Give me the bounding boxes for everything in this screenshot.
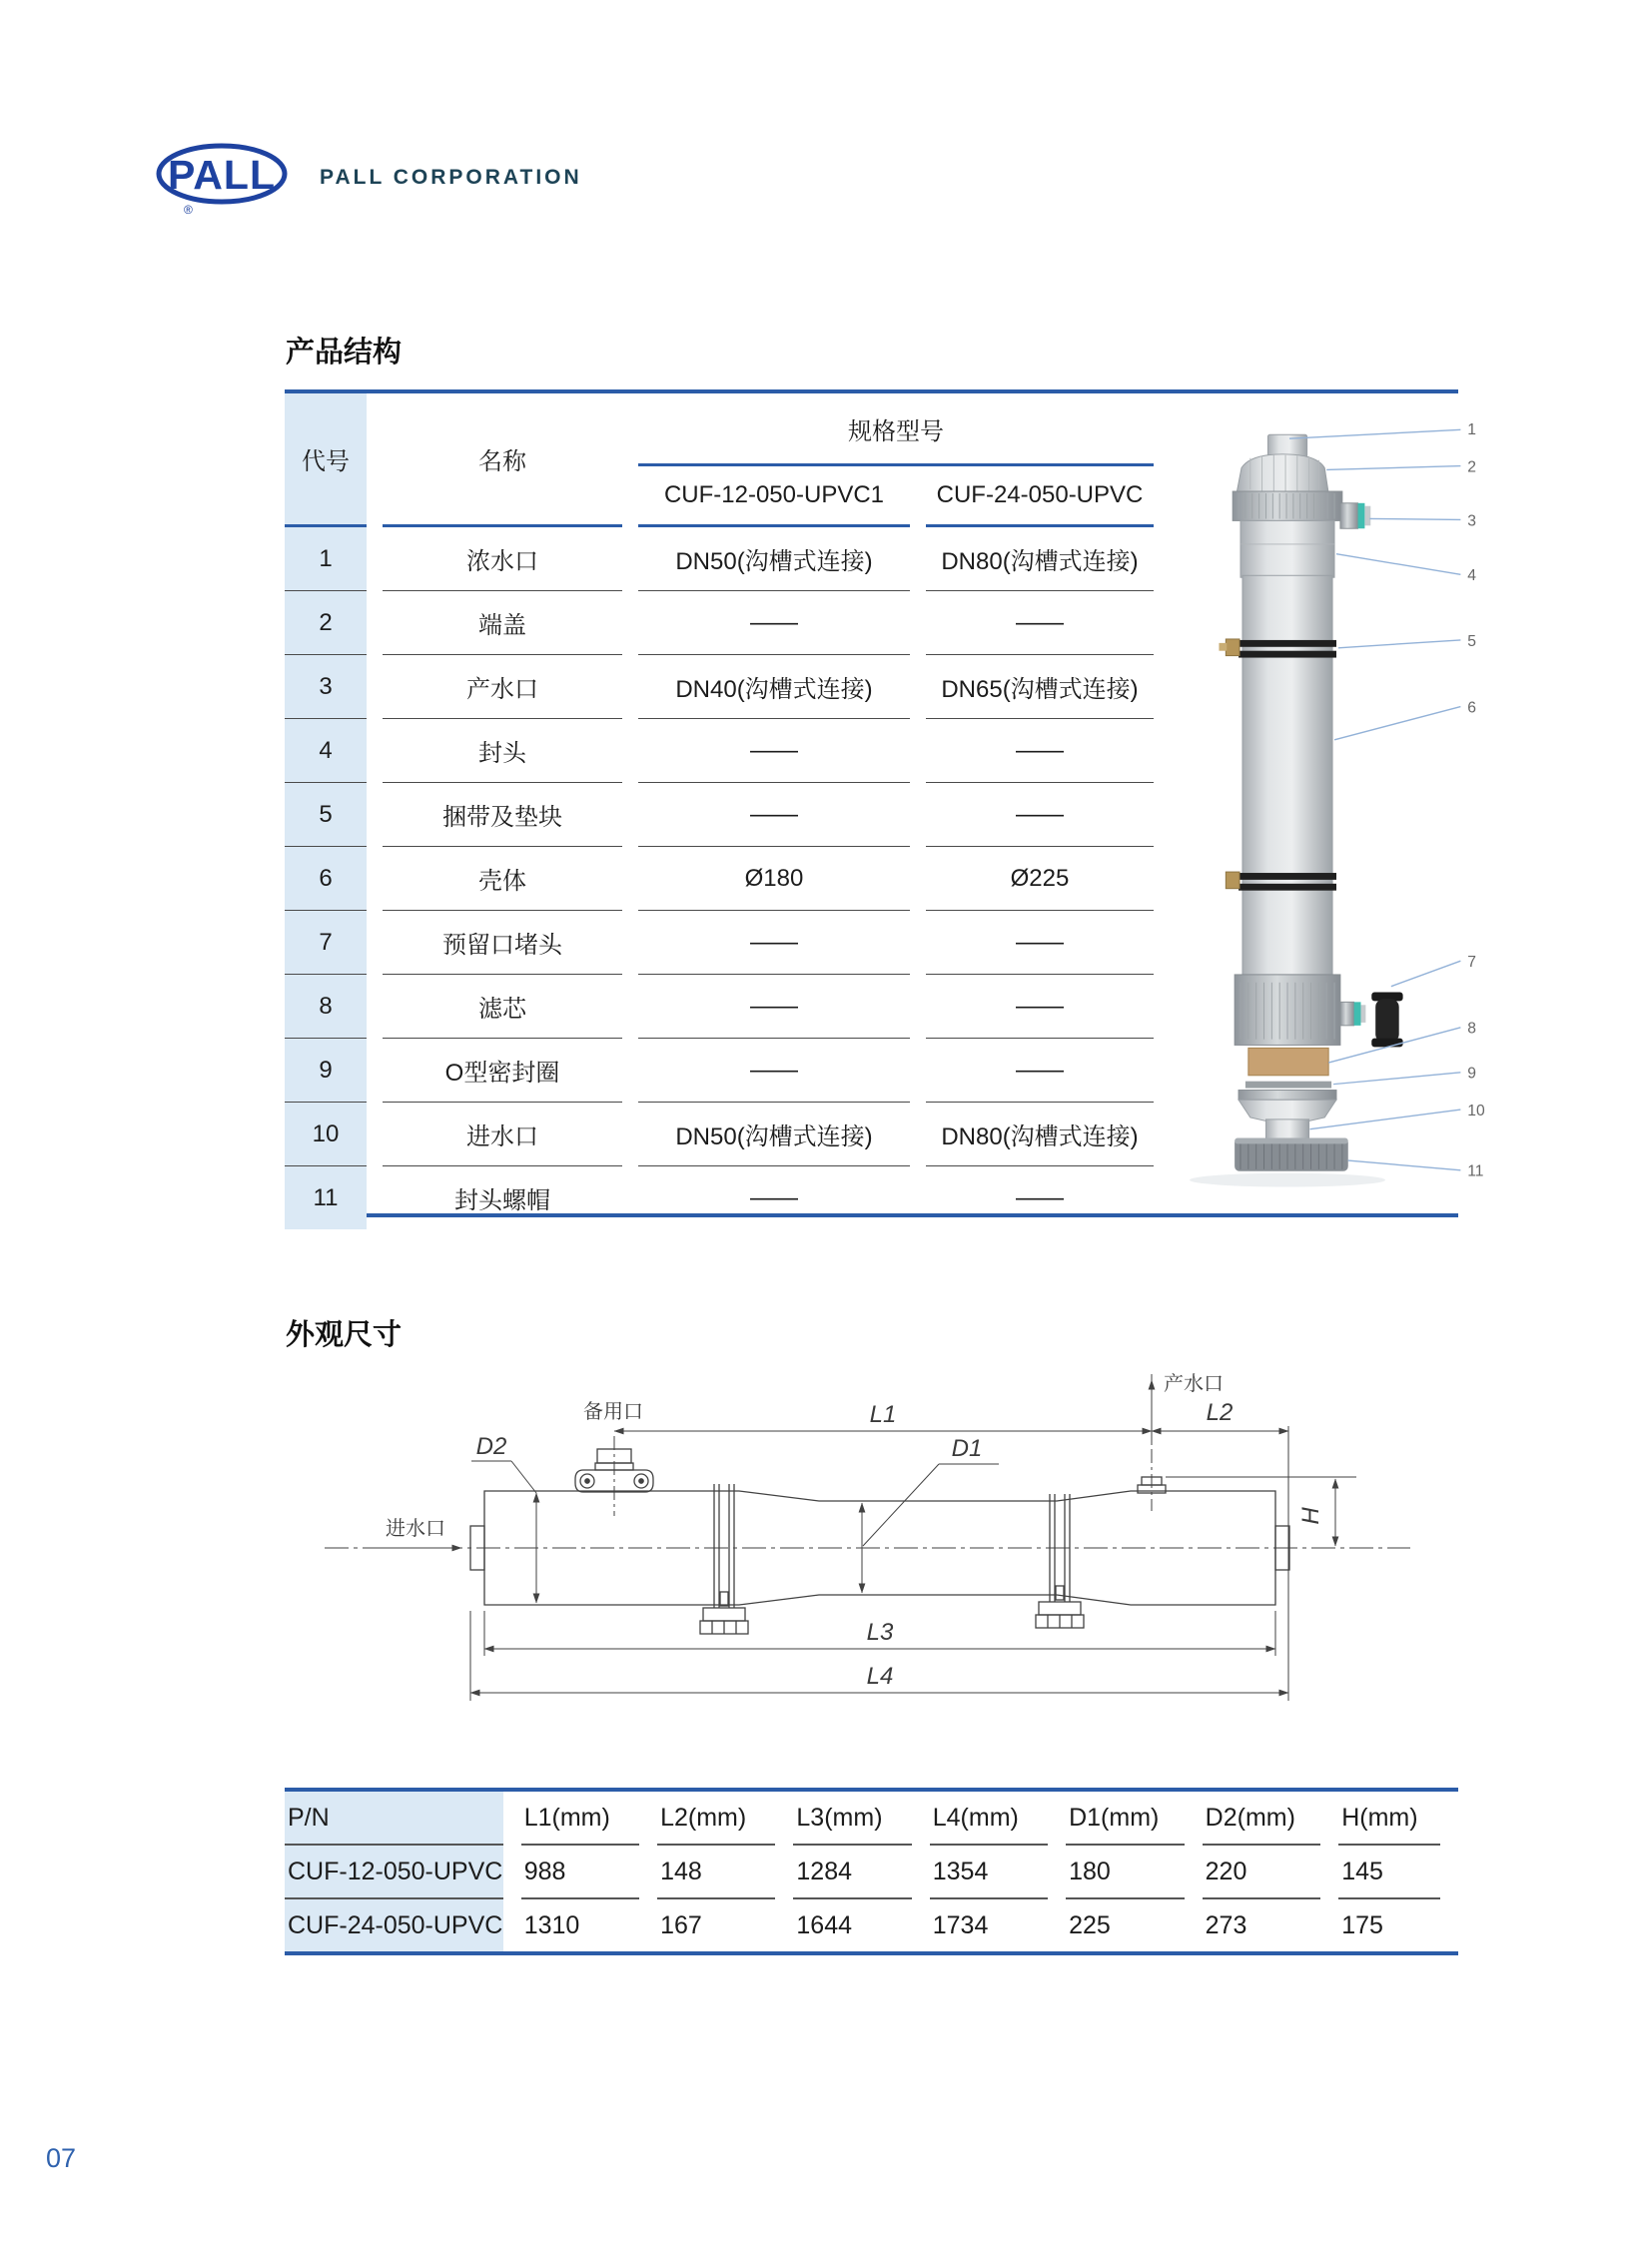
table-row: [285, 719, 1154, 783]
cell-m2: ——: [926, 975, 1154, 1039]
cell-m1: ——: [638, 783, 910, 847]
cell-name: 壳体: [383, 847, 622, 911]
cell-m2: ——: [926, 591, 1154, 655]
cell-m2: DN80(沟槽式连接): [926, 1103, 1154, 1166]
cell-code: 5: [285, 783, 367, 847]
cell-l4: 1734: [932, 1910, 989, 1939]
dim-D1: D1: [951, 1435, 983, 1462]
cell-name: 封头: [383, 719, 622, 783]
table-row: [285, 1846, 1440, 1899]
cell-name: 预留口堵头: [383, 911, 622, 975]
cell-m2: DN65(沟槽式连接): [926, 655, 1154, 719]
cell-name: 浓水口: [383, 527, 622, 591]
pall-logo-icon: [152, 141, 302, 219]
dim-H: H: [1297, 1507, 1324, 1525]
table-row: [285, 591, 1154, 655]
cell-pn: CUF-24-050-UPVC: [285, 1899, 503, 1951]
col-header-model1: CUF-12-050-UPVC1: [638, 466, 910, 527]
cell-code: 6: [285, 847, 367, 911]
spare-port-label: 备用口: [583, 1401, 643, 1423]
cell-l1: 988: [521, 1846, 639, 1899]
dims-header-l4: L4(mm): [930, 1792, 1048, 1846]
cell-d2: 273: [1205, 1910, 1247, 1939]
cell-m1: ——: [638, 1039, 910, 1103]
cell-m1: ——: [638, 719, 910, 783]
cell-name: 滤芯: [383, 975, 622, 1039]
dim-L2: L2: [1206, 1399, 1234, 1426]
cell-code: 3: [285, 655, 367, 719]
dimensions-section-title: 外观尺寸: [286, 1319, 403, 1351]
registered-mark: ®: [184, 203, 193, 217]
table-row: [285, 911, 1154, 975]
logo: [152, 141, 582, 219]
cell-code: 10: [285, 1103, 367, 1166]
callout-5: 5: [1467, 632, 1476, 650]
filter-module-illustration: [1177, 397, 1496, 1209]
cell-m1: ——: [638, 911, 910, 975]
table-row: [285, 783, 1154, 847]
drawing-labels: [386, 1372, 1324, 1690]
company-name: PALL CORPORATION: [320, 166, 582, 189]
callout-7: 7: [1467, 954, 1476, 972]
dimension-lines: [382, 1380, 1356, 1701]
table-row: [285, 1899, 1440, 1951]
dims-header-l2: L2(mm): [657, 1792, 775, 1846]
cell-code: 4: [285, 719, 367, 783]
vessel-outline: [325, 1374, 1410, 1634]
cell-h: 145: [1338, 1846, 1440, 1899]
table-row: [285, 527, 1154, 591]
structure-section-title: 产品结构: [286, 337, 403, 369]
dims-header-d1: D1(mm): [1066, 1792, 1185, 1846]
cell-m1: DN50(沟槽式连接): [638, 1103, 910, 1166]
structure-block: [285, 389, 1485, 1217]
cell-m2: ——: [926, 719, 1154, 783]
cell-d2: 220: [1203, 1846, 1321, 1899]
cell-code: 2: [285, 591, 367, 655]
cell-name: 进水口: [383, 1103, 622, 1166]
cell-name: 产水口: [383, 655, 622, 719]
table-row: [285, 975, 1154, 1039]
cell-m2: ——: [926, 1039, 1154, 1103]
cell-m2: Ø225: [926, 847, 1154, 911]
cell-code: 9: [285, 1039, 367, 1103]
page-number: 07: [46, 2143, 77, 2173]
callout-8: 8: [1467, 1020, 1476, 1038]
cell-name: O型密封圈: [383, 1039, 622, 1103]
dims-header-l1: L1(mm): [521, 1792, 639, 1846]
cell-l1: 1310: [523, 1910, 580, 1939]
cell-m1: ——: [750, 1183, 798, 1211]
cell-d1: 180: [1066, 1846, 1185, 1899]
product-port-label: 产水口: [1164, 1373, 1224, 1395]
cell-d1: 225: [1069, 1910, 1111, 1939]
cell-l2: 148: [657, 1846, 775, 1899]
table-row: [285, 1166, 1154, 1229]
cell-m1: DN50(沟槽式连接): [638, 527, 910, 591]
callout-2: 2: [1467, 458, 1476, 476]
cell-m1: ——: [638, 975, 910, 1039]
cell-m2: ——: [1016, 1183, 1064, 1211]
col-header-spec: 规格型号: [638, 393, 1154, 466]
col-header-model2: CUF-24-050-UPVC: [926, 466, 1154, 527]
callout-3: 3: [1467, 512, 1476, 530]
callout-4: 4: [1467, 567, 1476, 585]
cell-m1: Ø180: [638, 847, 910, 911]
dims-header-l3: L3(mm): [793, 1792, 911, 1846]
col-header-code: 代号: [285, 393, 367, 527]
col-header-name: 名称: [383, 393, 622, 527]
dims-header-h: H(mm): [1338, 1792, 1440, 1846]
dim-D2: D2: [475, 1433, 507, 1460]
table-row: [285, 847, 1154, 911]
dimensions-table-block: [285, 1788, 1458, 1955]
cell-m2: ——: [926, 783, 1154, 847]
table-row: [285, 1039, 1154, 1103]
dimension-drawing: [300, 1356, 1438, 1780]
callout-1: 1: [1467, 421, 1476, 439]
cell-pn: CUF-12-050-UPVC: [285, 1846, 503, 1899]
structure-table: [269, 393, 1170, 1229]
logo-text: PALL: [167, 152, 277, 198]
dim-L1: L1: [869, 1401, 897, 1428]
callout-numbers: [1467, 421, 1485, 1179]
cell-l3: 1284: [793, 1846, 911, 1899]
cell-l4: 1354: [930, 1846, 1048, 1899]
callout-10: 10: [1467, 1102, 1485, 1120]
cell-m1: ——: [638, 591, 910, 655]
cell-l2: 167: [660, 1910, 702, 1939]
callout-11: 11: [1467, 1162, 1484, 1180]
dims-header-d2: D2(mm): [1203, 1792, 1321, 1846]
dim-L3: L3: [866, 1619, 894, 1646]
cell-h: 175: [1341, 1910, 1383, 1939]
cell-l3: 1644: [796, 1910, 853, 1939]
cell-code: 1: [285, 527, 367, 591]
dimensions-table: [267, 1792, 1458, 1951]
cell-name: 端盖: [383, 591, 622, 655]
cell-m1: DN40(沟槽式连接): [638, 655, 910, 719]
cell-m2: DN80(沟槽式连接): [926, 527, 1154, 591]
module-body: [1190, 434, 1403, 1186]
cell-code: 11: [285, 1166, 367, 1229]
cell-code: 8: [285, 975, 367, 1039]
callout-6: 6: [1467, 699, 1476, 717]
dims-header-pn: P/N: [285, 1792, 503, 1846]
cell-m2: ——: [926, 911, 1154, 975]
inlet-port-label: 进水口: [386, 1518, 445, 1540]
table-row: [285, 1103, 1154, 1166]
table-row: [285, 655, 1154, 719]
cell-code: 7: [285, 911, 367, 975]
cell-name: 封头螺帽: [454, 1187, 550, 1214]
callout-9: 9: [1467, 1065, 1476, 1083]
cell-name: 捆带及垫块: [383, 783, 622, 847]
dim-L4: L4: [866, 1663, 894, 1690]
